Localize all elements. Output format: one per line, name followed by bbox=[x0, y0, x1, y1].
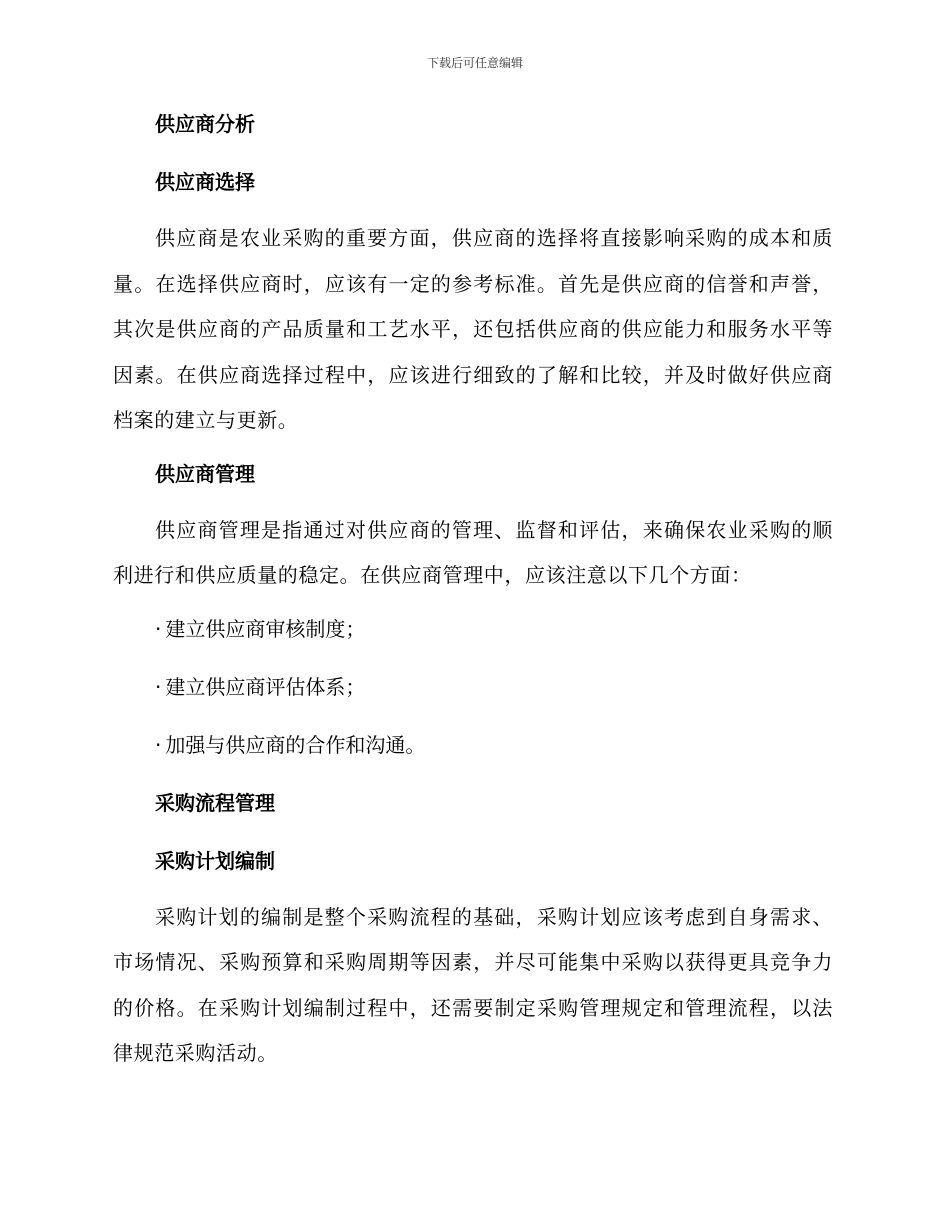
paragraph-supplier-management: 供应商管理是指通过对供应商的管理、监督和评估，来确保农业采购的顺利进行和供应质量的稳定。在供应商管理中，应该注意以下几个方面： bbox=[113, 517, 833, 587]
bullet-item-cooperation bbox=[113, 731, 833, 759]
paragraph-supplier-selection: 供应商是农业采购的重要方面，供应商的选择将直接影响采购的成本和质量。在选择供应商时，应该有一定的参考标准。首先是供应商的信誉和声誉，其次是供应商的产品质量和工艺水平，还包括供应商的供应能力和服务水平等因素。在供应商选择过程中，应该进行细致的了解和比较，并及时做好供应商档案的建立与更新。 bbox=[113, 226, 833, 432]
section-heading-supplier-management: 供应商管理 bbox=[155, 461, 255, 486]
bullet-dot-icon: · bbox=[155, 616, 162, 641]
bullet-text: 加强与供应商的合作和沟通。 bbox=[165, 732, 426, 757]
document-body bbox=[113, 110, 833, 1093]
section-heading-procurement-process: 采购流程管理 bbox=[155, 790, 275, 815]
section-heading-procurement-plan: 采购计划编制 bbox=[155, 848, 275, 873]
bullet-text: 建立供应商审核制度； bbox=[165, 616, 366, 641]
bullet-dot-icon: · bbox=[155, 674, 162, 699]
bullet-item-evaluation-system bbox=[113, 673, 833, 701]
bullet-item-audit-system bbox=[113, 615, 833, 643]
page-header: 下载后可任意编辑 bbox=[426, 56, 523, 70]
section-heading-supplier-selection: 供应商选择 bbox=[155, 170, 255, 194]
paragraph-procurement-plan: 采购计划的编制是整个采购流程的基础，采购计划应该考虑到自身需求、市场情况、采购预算和采购周期等因素，并尽可能集中采购以获得更具竞争力的价格。在采购计划编制过程中，还需要制定采购管理规定和管理流程，以法律规范采购活动。 bbox=[113, 904, 833, 1065]
bullet-text: 建立供应商评估体系； bbox=[165, 674, 366, 699]
bullet-dot-icon: · bbox=[155, 732, 162, 757]
section-heading-supplier-analysis: 供应商分析 bbox=[155, 112, 255, 136]
